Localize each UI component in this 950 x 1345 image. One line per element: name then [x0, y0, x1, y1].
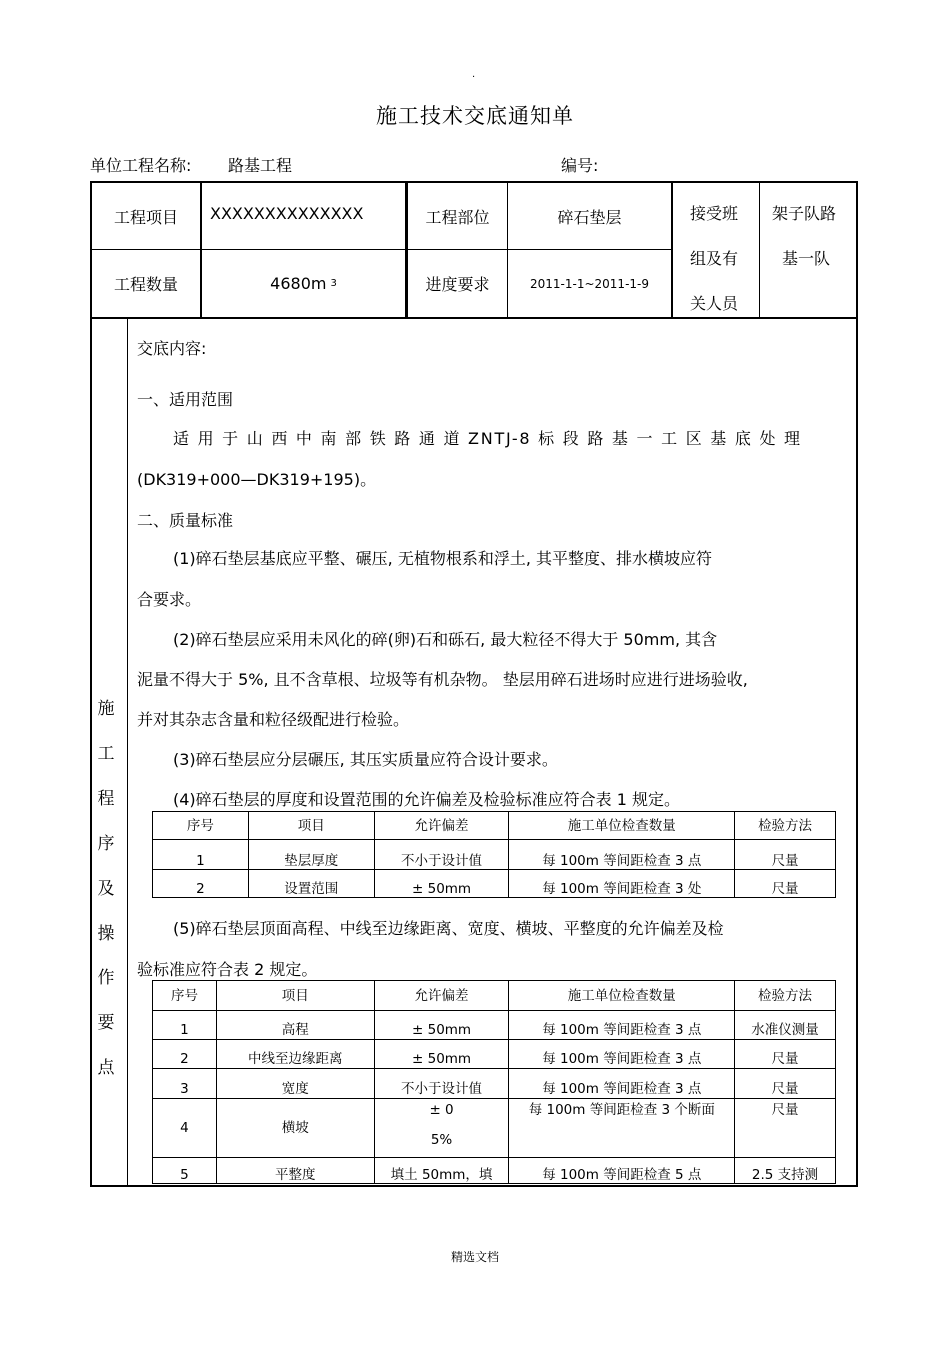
quality-item3: (3)碎石垫层应分层碾压, 其压实质量应符合设计要求。 — [173, 750, 558, 769]
table2-cell: 尺量 — [735, 1069, 836, 1099]
progress-value: 2011-1-1~2011-1-9 — [530, 276, 649, 291]
quantity-label: 工程数量 — [113, 275, 178, 294]
serial-number-label: 编号: — [561, 156, 599, 175]
quality-item4: (4)碎石垫层的厚度和设置范围的允许偏差及检验标准应符合表 1 规定。 — [173, 790, 681, 809]
table1-cell: 每 100m 等间距检查 3 点 — [509, 840, 735, 870]
quality-item1-line1: (1)碎石垫层基底应平整、碾压, 无植物根系和浮土, 其平整度、排水横坡应符 — [173, 549, 713, 568]
table2-cell: 填土 50mm，填 — [374, 1158, 509, 1184]
grid-line-col — [759, 181, 760, 318]
table2-cell-line: 5% — [430, 1132, 453, 1148]
table1-header-cell: 序号 — [153, 812, 249, 840]
table2-header-cell: 项目 — [216, 981, 374, 1011]
grid-line-side — [127, 318, 128, 1187]
table2-cell: 每 100m 等间距检查 3 点 — [509, 1011, 735, 1040]
table1-cell: 2 — [153, 870, 249, 898]
receiver-label-line3: 关人员 — [690, 294, 739, 313]
table2-header-cell: 检验方法 — [735, 981, 836, 1011]
table2-cell: 尺量 — [735, 1040, 836, 1069]
quality-item5-line1: (5)碎石垫层顶面高程、中线至边缘距离、宽度、横坡、平整度的允许偏差及检 — [173, 919, 724, 938]
section-quality-title: 二、质量标准 — [137, 511, 234, 530]
table-row — [153, 1011, 836, 1040]
content-heading: 交底内容: — [137, 339, 207, 358]
table2-cell: 横坡 — [216, 1099, 374, 1158]
table-row — [153, 1040, 836, 1069]
side-label-char: 程 — [97, 789, 115, 809]
table2-cell: 每 100m 等间距检查 3 个断面 — [509, 1099, 735, 1158]
project-item-label: 工程项目 — [113, 207, 178, 227]
receiver-label-line2: 组及有 — [690, 249, 739, 268]
table-row — [153, 870, 836, 898]
table2-cell: 水准仪测量 — [735, 1011, 836, 1040]
quality-item5-line2: 验标准应符合表 2 规定。 — [137, 960, 318, 979]
quantity-number: 4680m — [270, 274, 327, 293]
receiver-value-line2: 基一队 — [782, 249, 831, 268]
progress-label: 进度要求 — [425, 275, 490, 294]
table2-header-cell: 序号 — [153, 981, 217, 1011]
table2-cell: 1 — [153, 1011, 217, 1040]
table2-cell: 平整度 — [216, 1158, 374, 1184]
project-part-value: 碎石垫层 — [557, 207, 622, 227]
table1-cell: 尺量 — [735, 870, 836, 898]
table1-header-cell: 施工单位检查数量 — [509, 812, 735, 840]
quantity-unit-sup: 3 — [330, 278, 337, 289]
table2-cell: 每 100m 等间距检查 3 点 — [509, 1069, 735, 1099]
grid-line-col — [671, 181, 673, 318]
quality-item2-line3: 并对其杂志含量和粒径级配进行检验。 — [137, 710, 410, 729]
side-label-char: 序 — [97, 834, 115, 854]
table1-header-cell: 检验方法 — [735, 812, 836, 840]
table2-cell: 2.5 支持测 — [735, 1158, 836, 1184]
table2-cell: 宽度 — [216, 1069, 374, 1099]
table2-header-cell: 允许偏差 — [374, 981, 509, 1011]
table-row — [153, 1069, 836, 1099]
table1-header-cell: 允许偏差 — [374, 812, 509, 840]
project-part-label: 工程部位 — [425, 207, 490, 227]
scope-paragraph-line2: (DK319+000—DK319+195)。 — [137, 470, 377, 489]
project-item-value: XXXXXXXXXXXXXX — [210, 204, 364, 223]
receiver-label-line1: 接受班 — [690, 204, 739, 223]
tolerance-table-1 — [152, 811, 836, 898]
table1-cell: ± 50mm — [374, 870, 509, 898]
grid-line-section — [90, 317, 858, 319]
side-label-char: 工 — [97, 744, 115, 764]
table2-cell: 5 — [153, 1158, 217, 1184]
table2-cell: ± 50mm — [374, 1011, 509, 1040]
table1-cell: 尺量 — [735, 840, 836, 870]
unit-name-value: 路基工程 — [228, 156, 293, 175]
table2-header-cell: 施工单位检查数量 — [509, 981, 735, 1011]
scope-paragraph-line1: 适 用 于 山 西 中 南 部 铁 路 通 道 ZNTJ-8 标 段 路 基 一 工 区 基 底 处 理 — [173, 429, 802, 448]
receiver-value-line1: 架子队路 — [772, 204, 837, 223]
table1-cell: 垫层厚度 — [248, 840, 374, 870]
table2-cell: 4 — [153, 1099, 217, 1158]
side-label-char: 点 — [97, 1058, 115, 1078]
side-label-char: 施 — [97, 699, 115, 719]
table2-cell: 高程 — [216, 1011, 374, 1040]
table2-cell: ± 50mm — [374, 1040, 509, 1069]
quality-item2-line1: (2)碎石垫层应采用未风化的碎(卵)石和砾石, 最大粒径不得大于 50mm, 其含 — [173, 630, 718, 649]
table2-cell: 3 — [153, 1069, 217, 1099]
table-row — [153, 1099, 836, 1158]
table2-cell — [374, 1099, 509, 1158]
side-label-char: 操 — [97, 924, 115, 944]
table1-cell: 每 100m 等间距检查 3 处 — [509, 870, 735, 898]
table2-cell: 每 100m 等间距检查 3 点 — [509, 1040, 735, 1069]
table1-cell: 设置范围 — [248, 870, 374, 898]
table2-cell: 尺量 — [735, 1099, 836, 1158]
page-title: 施工技术交底通知单 — [376, 104, 574, 128]
table2-cell: 中线至边缘距离 — [216, 1040, 374, 1069]
side-label-char: 及 — [97, 879, 115, 899]
table-row — [153, 840, 836, 870]
table1-cell: 不小于设计值 — [374, 840, 509, 870]
table1-header-cell: 项目 — [248, 812, 374, 840]
section-scope-title: 一、适用范围 — [137, 390, 234, 409]
table2-cell-line: ± 0 — [429, 1102, 454, 1118]
unit-name-label: 单位工程名称: — [90, 156, 192, 175]
table-row — [153, 1158, 836, 1184]
quantity-value — [202, 250, 405, 317]
top-dot: · — [472, 72, 476, 83]
table1-cell: 1 — [153, 840, 249, 870]
quality-item1-line2: 合要求。 — [137, 590, 202, 609]
table2-cell: 每 100m 等间距检查 5 点 — [509, 1158, 735, 1184]
table2-cell: 不小于设计值 — [374, 1069, 509, 1099]
quality-item2-line2: 泥量不得大于 5%, 且不含草根、垃圾等有机杂物。 垫层用碎石进场时应进行进场验收, — [137, 670, 748, 689]
side-label-char: 要 — [97, 1013, 115, 1033]
side-label-char: 作 — [97, 968, 115, 988]
table2-cell: 2 — [153, 1040, 217, 1069]
page-footer: 精选文档 — [450, 1250, 499, 1264]
tolerance-table-2 — [152, 980, 836, 1184]
